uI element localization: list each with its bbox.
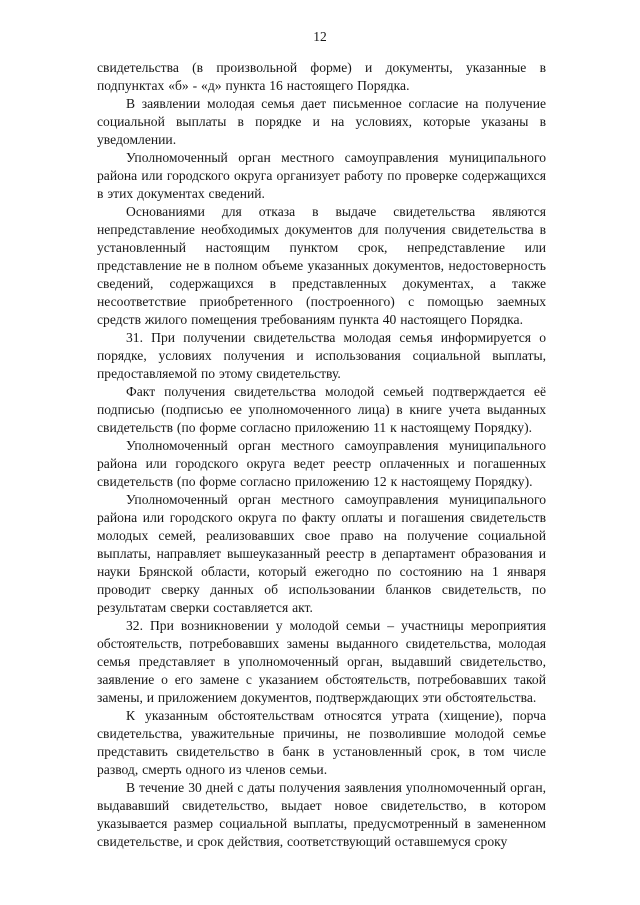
paragraph: Основаниями для отказа в выдаче свидетельства являются непредставление необходимых документов для получения свидетельства в установленный настоящим пунктом срок, непредставление или представление не в полном объеме указанных документов, недостоверность сведений, содержащихся в представленных документах, а также несоответствие приобретенного (построенного) с помощью заемных средств жилого помещения требованиям пункта 40 настоящего Порядка. (97, 204, 546, 327)
paragraph: К указанным обстоятельствам относятся утрата (хищение), порча свидетельства, уважительные причины, не позволившие молодой семье представить свидетельство в банк в установленный срок, в том числе развод, смерть одного из членов семьи. (97, 708, 546, 777)
paragraph: Уполномоченный орган местного самоуправления муниципального района или городского округа ведет реестр оплаченных и погашенных свидетельств (по форме согласно приложению 12 к настоящему Порядку). (97, 438, 546, 489)
document-body (97, 59, 546, 851)
paragraph: Уполномоченный орган местного самоуправления муниципального района или городского округа организует работу по проверке содержащихся в этих документах сведений. (97, 150, 546, 201)
paragraph: 32. При возникновении у молодой семьи – участницы мероприятия обстоятельств, потребовавших замены выданного свидетельства, молодая семья представляет в уполномоченный орган, выдавший свидетельство, заявление о его замене с указанием обстоятельств, потребовавших такой замены, и приложением документов, подтверждающих эти обстоятельства. (97, 618, 546, 705)
paragraph: свидетельства (в произвольной форме) и документы, указанные в подпунктах «б» - «д» пункта 16 настоящего Порядка. (97, 60, 546, 93)
page-number: 12 (313, 29, 327, 44)
paragraph: Факт получения свидетельства молодой семьей подтверждается её подписью (подписью ее уполномоченного лица) в книге учета выданных свидетельств (по форме согласно приложению 11 к настоящему Порядку). (97, 384, 546, 435)
paragraph: Уполномоченный орган местного самоуправления муниципального района или городского округа по факту оплаты и погашения свидетельств молодых семей, реализовавших свое право на получение социальной выплаты, направляет вышеуказанный реестр в департамент образования и науки Брянской области, который ежегодно по состоянию на 1 января проводит сверку данных об использовании бланков свидетельств, по результатам сверки составляется акт. (97, 492, 546, 615)
paragraph: В заявлении молодая семья дает письменное согласие на получение социальной выплаты в порядке и на условиях, которые указаны в уведомлении. (97, 96, 546, 147)
paragraph: 31. При получении свидетельства молодая семья информируется о порядке, условиях получения и использования социальной выплаты, предоставляемой по этому свидетельству. (97, 330, 546, 381)
paragraph: В течение 30 дней с даты получения заявления уполномоченный орган, выдававший свидетельство, выдает новое свидетельство, в котором указывается размер социальной выплаты, предусмотренный в замененном свидетельстве, и срок действия, соответствующий оставшемуся сроку (97, 780, 546, 849)
